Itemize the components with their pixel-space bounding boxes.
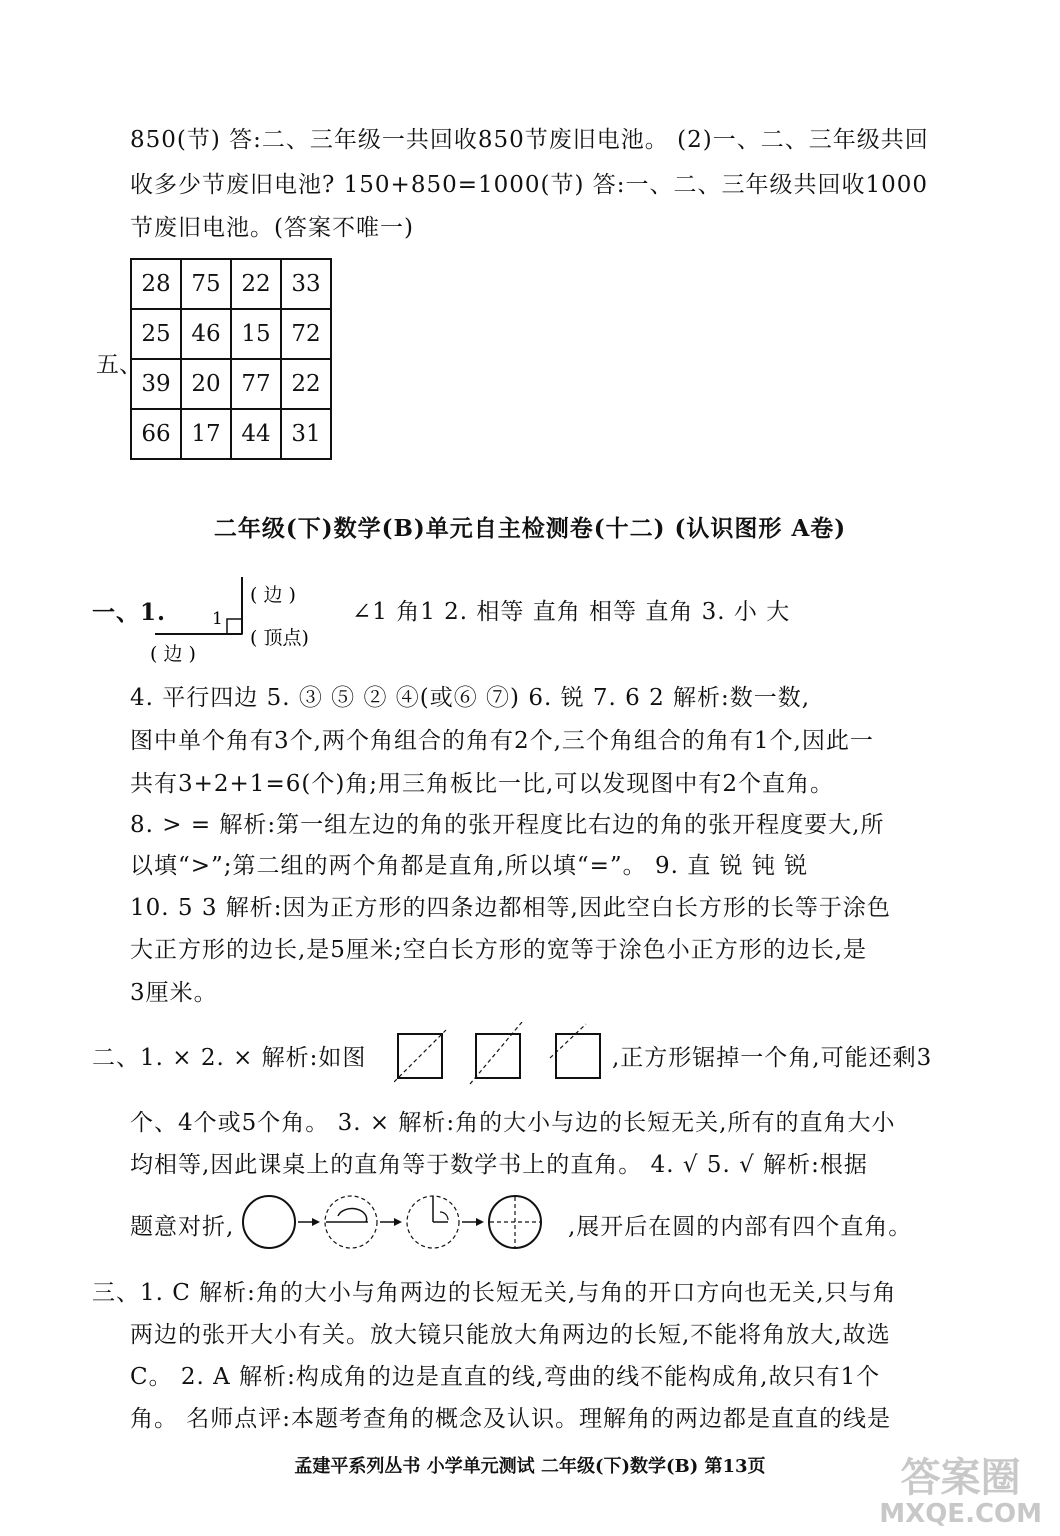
grid-cell: 46 xyxy=(181,309,231,359)
q1-line-6: 以填“>”;第二组的两个角都是直角,所以填“=”。 9. 直 锐 钝 锐 xyxy=(130,853,809,879)
grid-cell: 44 xyxy=(231,409,281,459)
section5-label: 五、 xyxy=(96,352,142,378)
page-footer: 孟建平系列丛书 小学单元测试 二年级(下)数学(B) 第13页 xyxy=(294,1456,766,1477)
q3-line-4: 角。 名师点评:本题考查角的概念及认识。理解角的两边都是直直的线是 xyxy=(130,1406,892,1432)
q1-line-1: ∠1 角1 2. 相等 直角 相等 直角 3. 小 大 xyxy=(352,599,791,625)
watermark xyxy=(879,1456,1042,1528)
grid-cell: 28 xyxy=(131,259,181,309)
q1-line-4: 共有3+2+1=6(个)角;用三角板比一比,可以发现图中有2个直角。 xyxy=(130,771,834,797)
grid-cell: 22 xyxy=(231,259,281,309)
grid-cell: 20 xyxy=(181,359,231,409)
grid-cell: 17 xyxy=(181,409,231,459)
square-cut-diagrams xyxy=(394,1022,610,1090)
side-label-top: ( 边 ) xyxy=(250,584,296,606)
intro-line-2: 收多少节废旧电池? 150+850=1000(节) 答:一、二、三年级共回收1000 xyxy=(130,172,929,198)
intro-line-1: 850(节) 答:二、三年级一共回收850节废旧电池。 (2)一、二、三年级共回 xyxy=(130,127,929,153)
q1-line-9: 3厘米。 xyxy=(130,980,218,1006)
q2-line-1a: 二、1. × 2. × 解析:如图 xyxy=(92,1045,367,1071)
grid-cell: 77 xyxy=(231,359,281,409)
q1-label: 一、1. xyxy=(92,599,167,626)
watermark-top: 答案圈 xyxy=(900,1455,1021,1501)
q3-line-3: C。 2. A 解析:构成角的边是直直的线,弯曲的线不能构成角,故只有1个 xyxy=(130,1364,881,1390)
q1-line-7: 10. 5 3 解析:因为正方形的四条边都相等,因此空白长方形的长等于涂色 xyxy=(130,895,891,921)
q1-line-3: 图中单个角有3个,两个角组合的角有2个,三个角组合的角有1个,因此一 xyxy=(130,728,874,754)
intro-line-3: 节废旧电池。(答案不唯一) xyxy=(130,215,414,241)
q1-line-5: 8. > = 解析:第一组左边的角的张开程度比右边的角的张开程度要大,所 xyxy=(130,812,885,838)
q2-line-2: 个、4个或5个角。 3. × 解析:角的大小与边的长短无关,所有的直角大小 xyxy=(130,1110,896,1136)
q2-line-4b: ,展开后在圆的内部有四个直角。 xyxy=(568,1214,913,1240)
grid-cell: 15 xyxy=(231,309,281,359)
grid-cell: 72 xyxy=(281,309,331,359)
grid-cell: 75 xyxy=(181,259,231,309)
test-title: 二年级(下)数学(B)单元自主检测卷(十二) (认识图形 A卷) xyxy=(213,515,847,542)
grid-cell: 31 xyxy=(281,409,331,459)
q2-line-1b: ,正方形锯掉一个角,可能还剩3 xyxy=(612,1045,933,1071)
number-grid xyxy=(130,258,332,460)
grid-cell: 33 xyxy=(281,259,331,309)
angle-diagram xyxy=(150,572,350,672)
grid-cell: 22 xyxy=(281,359,331,409)
q1-line-8: 大正方形的边长,是5厘米;空白长方形的宽等于涂色小正方形的边长,是 xyxy=(130,937,868,963)
angle-number: 1 xyxy=(212,609,223,629)
side-label-bottom: ( 边 ) xyxy=(150,643,196,665)
circle-fold-diagrams xyxy=(240,1190,566,1254)
grid-cell: 39 xyxy=(131,359,181,409)
q2-line-4a: 题意对折, xyxy=(130,1214,235,1240)
q3-line-2: 两边的张开大小有关。放大镜只能放大角两边的长短,不能将角放大,故选 xyxy=(130,1322,891,1348)
watermark-bottom: MXQE.COM xyxy=(879,1499,1042,1529)
grid-cell: 66 xyxy=(131,409,181,459)
grid-cell: 25 xyxy=(131,309,181,359)
q2-line-3: 均相等,因此课桌上的直角等于数学书上的直角。 4. √ 5. √ 解析:根据 xyxy=(130,1152,868,1178)
q1-line-2: 4. 平行四边 5. ③ ⑤ ② ④(或⑥ ⑦) 6. 锐 7. 6 2 解析:数一数, xyxy=(130,685,811,711)
q3-line-1: 三、1. C 解析:角的大小与角两边的长短无关,与角的开口方向也无关,只与角 xyxy=(92,1280,897,1306)
vertex-label: ( 顶点) xyxy=(250,627,309,649)
